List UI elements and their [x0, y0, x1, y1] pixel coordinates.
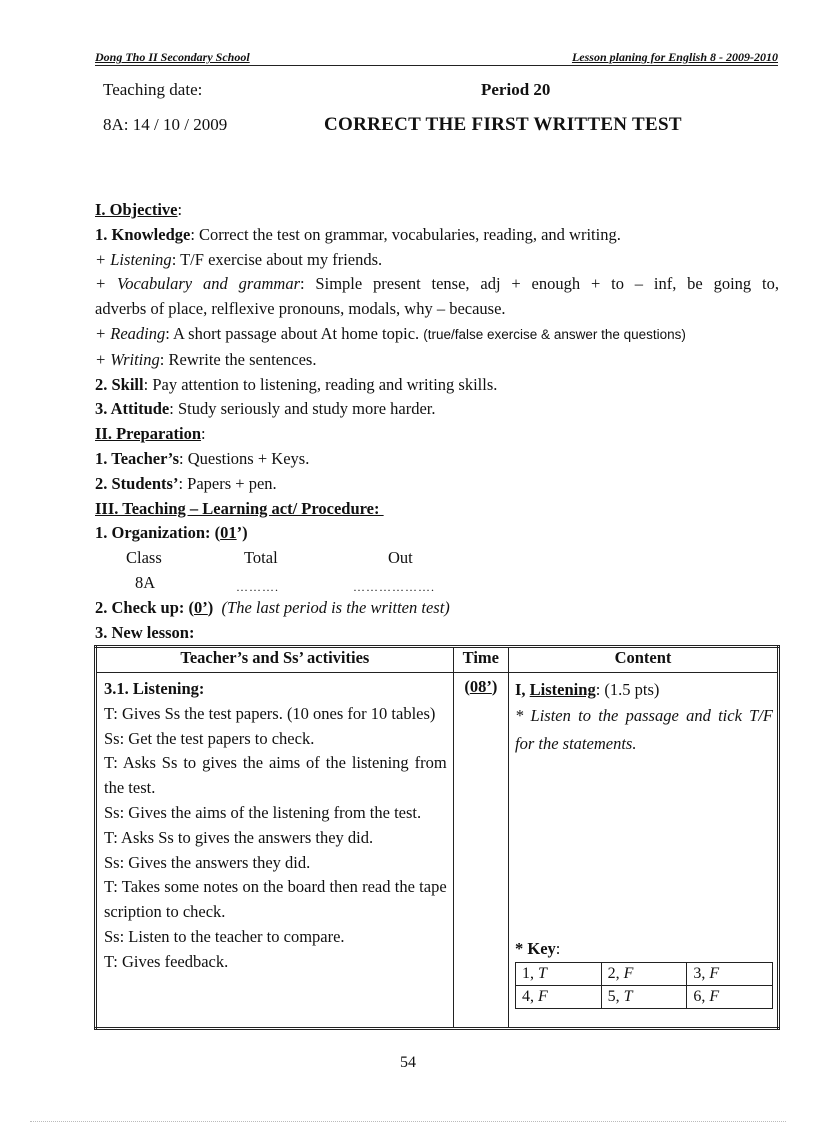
- lesson-table: [94, 645, 780, 1030]
- students-prep-line: 2. Students’: Papers + pen.: [95, 473, 277, 493]
- page-number: 54: [400, 1054, 416, 1071]
- key-row: [516, 986, 773, 1009]
- activities-cell: [96, 673, 454, 1029]
- key-cell: 3, F: [687, 963, 773, 986]
- key-cell: 1, T: [516, 963, 602, 986]
- preparation-heading-line: II. Preparation:: [95, 424, 206, 444]
- key-label-line: * Key:: [515, 939, 561, 958]
- teaching-date-label: Teaching date:: [103, 80, 203, 99]
- key-cell: 6, F: [687, 986, 773, 1009]
- check-up-line: 2. Check up: (0’) (The last period is the written test): [95, 597, 450, 617]
- activity-item: T: Gives feedback.: [104, 951, 229, 971]
- activity-item: Ss: Listen to the teacher to compare.: [104, 926, 345, 946]
- attitude-line: 3. Attitude: Study seriously and study more harder.: [95, 399, 436, 419]
- activity-item: T: Takes some notes on the board then read the tape scription to check.: [104, 877, 447, 922]
- vocab-line-2: adverbs of place, relflexive pronouns, modals, why – because.: [95, 299, 506, 319]
- table-header-row: [96, 647, 779, 673]
- procedure-heading-line: III. Teaching – Learning act/ Procedure:: [95, 498, 380, 518]
- key-cell: 2, F: [601, 963, 687, 986]
- page-bottom-rule: [30, 1121, 786, 1122]
- objective-heading-line: I. Objective:: [95, 200, 183, 219]
- header-divider: [95, 65, 778, 66]
- answer-key-table: [515, 962, 773, 1009]
- class-header-row: Class Total Out: [126, 548, 413, 568]
- new-lesson-line: 3. New lesson:: [95, 622, 195, 642]
- key-label: * Key: [515, 939, 556, 958]
- activity-item: T: Asks Ss to gives the answers they did.: [104, 827, 374, 847]
- activity-item: T: Gives Ss the test papers. (10 ones for 10 tables): [104, 703, 436, 723]
- activity-item: Ss: Get the test papers to check.: [104, 728, 315, 748]
- class-date: 8A: 14 / 10 / 2009: [103, 115, 228, 134]
- table-row: [96, 673, 779, 1029]
- organization-line: 1. Organization: (01’): [95, 523, 248, 543]
- preparation-heading: II. Preparation: [95, 424, 202, 444]
- lesson-body: [95, 198, 779, 645]
- knowledge-line: 1. Knowledge: Correct the test on grammar, vocabularies, reading, and writing.: [95, 224, 621, 244]
- activities-title: 3.1. Listening:: [104, 679, 205, 698]
- key-cell: 5, T: [601, 986, 687, 1009]
- key-row: [516, 963, 773, 986]
- content-cell: [509, 673, 779, 1029]
- content-heading-line: I, Listening: (1.5 pts): [515, 680, 660, 699]
- activity-item: T: Asks Ss to gives the aims of the listening from the test.: [104, 753, 447, 798]
- page-title: CORRECT THE FIRST WRITTEN TEST: [324, 114, 682, 135]
- time-value: 08’: [469, 677, 492, 696]
- listening-line: + Listening: T/F exercise about my friends.: [95, 249, 383, 269]
- header-school: Dong Tho II Secondary School: [95, 50, 250, 64]
- content-heading: Listening: [529, 680, 596, 699]
- content-header: Content: [509, 647, 779, 673]
- time-header: Time: [453, 647, 508, 673]
- vocab-line: + Vocabulary and grammar: Simple present tense, adj + enough + to – inf, be going to,: [95, 274, 779, 294]
- class-value-row: 8A ………. ……………….: [135, 572, 435, 594]
- activity-item: Ss: Gives the aims of the listening from the test.: [104, 802, 422, 822]
- period-label: Period 20: [481, 80, 551, 99]
- objective-heading: I. Objective: [95, 200, 178, 219]
- teacher-prep-line: 1. Teacher’s: Questions + Keys.: [95, 448, 310, 468]
- time-cell: (08’): [453, 673, 508, 1029]
- key-cell: 4, F: [516, 986, 602, 1009]
- skill-line: 2. Skill: Pay attention to listening, reading and writing skills.: [95, 374, 498, 394]
- reading-line: + Reading: A short passage about At home topic. (true/false exercise & answer the questions): [95, 323, 686, 343]
- header-plan: Lesson planing for English 8 - 2009-2010: [571, 50, 778, 64]
- writing-line: + Writing: Rewrite the sentences.: [95, 349, 317, 369]
- activities-header: Teacher’s and Ss’ activities: [96, 647, 454, 673]
- activity-item: Ss: Gives the answers they did.: [104, 852, 311, 872]
- procedure-heading: III. Teaching – Learning act/ Procedure: [95, 498, 374, 518]
- content-instruction: * Listen to the passage and tick T/F for the statements.: [515, 706, 773, 753]
